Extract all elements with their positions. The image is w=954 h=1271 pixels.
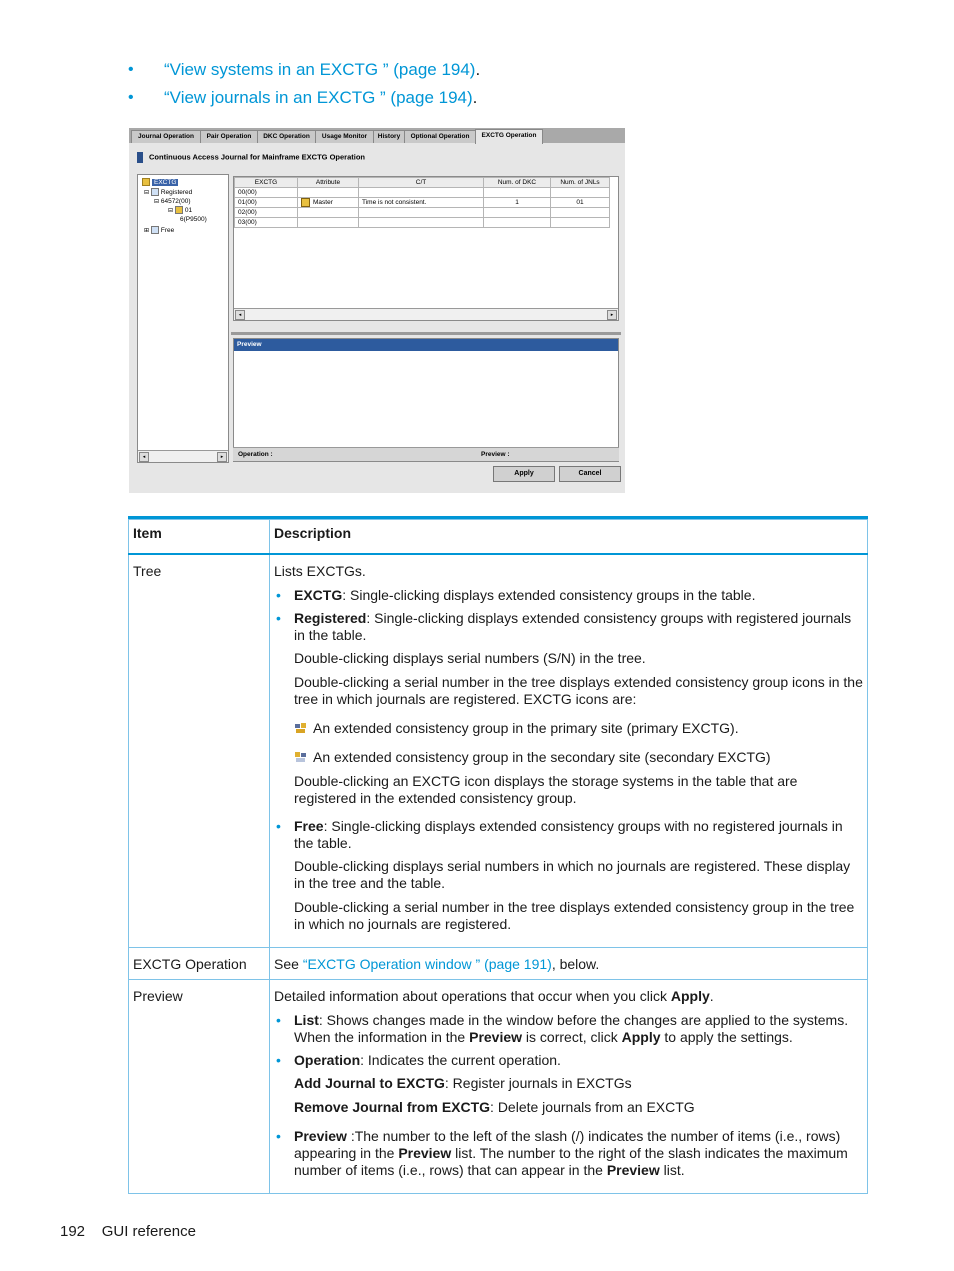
list-item: • Registered: Single-clicking displays extended consistency groups with registered journals in the table. — [276, 610, 852, 643]
window-title: Continuous Access Journal for Mainframe EXCTG Operation — [137, 152, 365, 163]
tab-exctg-operation[interactable]: EXCTG Operation — [475, 129, 543, 144]
table-row[interactable]: 03(00) — [235, 218, 610, 228]
tree-node-registered[interactable]: ⊟ Registered — [144, 189, 193, 196]
scroll-left-icon[interactable]: ◂ — [139, 452, 149, 462]
list-item: • Preview :The number to the left of the slash (/) indicates the number of items (i.e., rows) appearing in the Preview list. The number to the right of the slash indicates the maximum number of items (i.e., rows) that can appear in the Preview list. — [276, 1128, 848, 1178]
column-header[interactable]: Num. of DKC — [484, 178, 551, 188]
tree-node-system[interactable]: 6(P9500) — [180, 216, 207, 223]
item-exctg-operation: EXCTG Operation — [129, 948, 270, 980]
column-header[interactable]: Attribute — [298, 178, 359, 188]
bullet-icon: • — [276, 818, 281, 834]
cancel-button[interactable]: Cancel — [559, 466, 621, 482]
expand-icon: ⊞ — [144, 228, 150, 234]
table-row[interactable]: 01(00) Master Time is not consistent. 1 01 — [235, 198, 610, 208]
exctg-list-table — [234, 177, 610, 228]
folder-icon — [151, 226, 159, 234]
tree-node-exctg-01[interactable]: ⊟ 01 — [168, 207, 193, 214]
preview-panel — [233, 338, 619, 462]
primary-exctg-icon — [175, 206, 183, 214]
tab-usage-monitor[interactable]: Usage Monitor — [315, 130, 374, 143]
exctg-operation-window-link[interactable]: “EXCTG Operation window ” (page 191) — [302, 956, 552, 972]
description-preview: Detailed information about operations that occur when you click Apply. • List: Shows changes made in the window before the changes are applied to the systems. When the information in the Preview is correct, click Apply to apply the settings. • Operation: Indicates the current operation. Add Journal to EXCTG: Register journals in EXCTGs Remove Journal from EXCTG: Delete journals from an EXCTG • Preview :The number to the left of the slash (/) indicates the number of items (i.e., rows) appearing in the Preview list. The number to the right of the slash indicates the maximum number of items (i.e., rows) that can appear in the Preview list. — [270, 980, 868, 1194]
exctg-operation-screenshot — [129, 128, 625, 493]
tab-optional-operation[interactable]: Optional Operation — [404, 130, 476, 143]
preview-count-label: Preview : — [481, 451, 510, 458]
preview-header: Preview — [234, 339, 618, 351]
exctg-tree[interactable] — [137, 174, 229, 463]
bullet-icon: • — [128, 89, 134, 106]
secondary-exctg-icon — [294, 751, 307, 763]
primary-exctg-icon — [301, 198, 310, 207]
related-links — [128, 58, 480, 114]
view-systems-link[interactable]: “View systems in an EXCTG ” (page 194) — [164, 60, 476, 79]
folder-icon — [142, 178, 150, 186]
view-journals-link[interactable]: “View journals in an EXCTG ” (page 194) — [164, 88, 473, 107]
tree-node-exctg[interactable]: EXCTG — [142, 178, 178, 187]
item-preview: Preview — [129, 980, 270, 1194]
tree-scrollbar[interactable] — [138, 450, 228, 462]
tab-pair-operation[interactable]: Pair Operation — [200, 130, 258, 143]
splitter[interactable] — [231, 332, 621, 335]
table-row — [129, 980, 868, 1194]
table-row[interactable]: 02(00) — [235, 208, 610, 218]
bullet-icon: • — [276, 587, 281, 603]
tree-node-serial[interactable]: ⊟ 64572(00) — [154, 198, 191, 205]
bullet-icon: • — [276, 1052, 281, 1068]
list-item: • Operation: Indicates the current operation. — [276, 1052, 561, 1068]
list-item: • List: Shows changes made in the window before the changes are applied to the systems. When the information in the Preview is correct, click Apply to apply the settings. — [276, 1012, 849, 1045]
page-footer — [60, 1223, 196, 1240]
scroll-right-icon[interactable]: ▸ — [607, 310, 617, 320]
tab-bar — [129, 128, 625, 143]
tab-dkc-operation[interactable]: DKC Operation — [257, 130, 316, 143]
table-row — [129, 554, 868, 948]
operation-label: Operation : — [238, 451, 273, 458]
preview-status-bar — [233, 447, 619, 461]
table-row — [129, 948, 868, 980]
column-header[interactable]: C/T — [359, 178, 484, 188]
collapse-icon: ⊟ — [154, 199, 160, 205]
collapse-icon: ⊟ — [168, 208, 174, 214]
title-marker-icon — [137, 152, 143, 163]
page-number: 192 — [60, 1223, 86, 1240]
list-item: • EXCTG: Single-clicking displays extended consistency groups in the table. — [276, 587, 756, 603]
item-tree: Tree — [129, 554, 270, 948]
table-row[interactable]: 00(00) — [235, 188, 610, 198]
bullet-icon: • — [276, 1128, 281, 1144]
list-item: • “View systems in an EXCTG ” (page 194). — [128, 58, 480, 86]
scroll-left-icon[interactable]: ◂ — [235, 310, 245, 320]
description-tree: Lists EXCTGs. • EXCTG: Single-clicking displays extended consistency groups in the table. • Registered: Single-clicking displays extended consistency groups with registered journals in the table. Double-clicking displays serial numbers (S/N) in the tree. Double-clicking a serial number in the tree displays extended consistency group icons in the tree in which journals are registered. EXCTG icons are: An extended consistency group in the primary site (primary EXCTG). An extended consistency group in the secondary site (secondary EXCTG) Double-clicking an EXCTG icon displays the storage systems in the table that are registered in the extended consistency group. • Free: Single-clicking displays extended consistency groups with no registered journals in the table. Double-clicking displays serial numbers in which no journals are registered. These display in the tree and the table. Double-clicking a serial number in the tree displays extended consistency group in the tree in which no journals are registered. — [270, 554, 868, 948]
tab-history[interactable]: History — [373, 130, 405, 143]
tree-node-free[interactable]: ⊞ Free — [144, 227, 175, 234]
column-header[interactable]: EXCTG — [235, 178, 298, 188]
exctg-table — [233, 176, 619, 321]
primary-exctg-icon — [294, 722, 307, 734]
description-exctg-operation: See “EXCTG Operation window ” (page 191), below. — [270, 948, 868, 980]
apply-button[interactable]: Apply — [493, 466, 555, 482]
column-header[interactable]: Num. of JNLs — [551, 178, 610, 188]
item-description-table — [128, 516, 868, 1194]
list-item: • Free: Single-clicking displays extended consistency groups with no registered journals in the table. — [276, 818, 843, 851]
table-scrollbar[interactable] — [234, 308, 618, 320]
bullet-icon: • — [276, 1012, 281, 1028]
header-description: Description — [270, 520, 868, 555]
scroll-right-icon[interactable]: ▸ — [217, 452, 227, 462]
section-name: GUI reference — [101, 1223, 196, 1240]
bullet-icon: • — [128, 61, 134, 78]
list-item: • “View journals in an EXCTG ” (page 194). — [128, 86, 480, 114]
header-item: Item — [129, 520, 270, 555]
collapse-icon: ⊟ — [144, 190, 150, 196]
folder-icon — [151, 188, 159, 196]
tab-journal-operation[interactable]: Journal Operation — [131, 130, 201, 143]
bullet-icon: • — [276, 610, 281, 626]
